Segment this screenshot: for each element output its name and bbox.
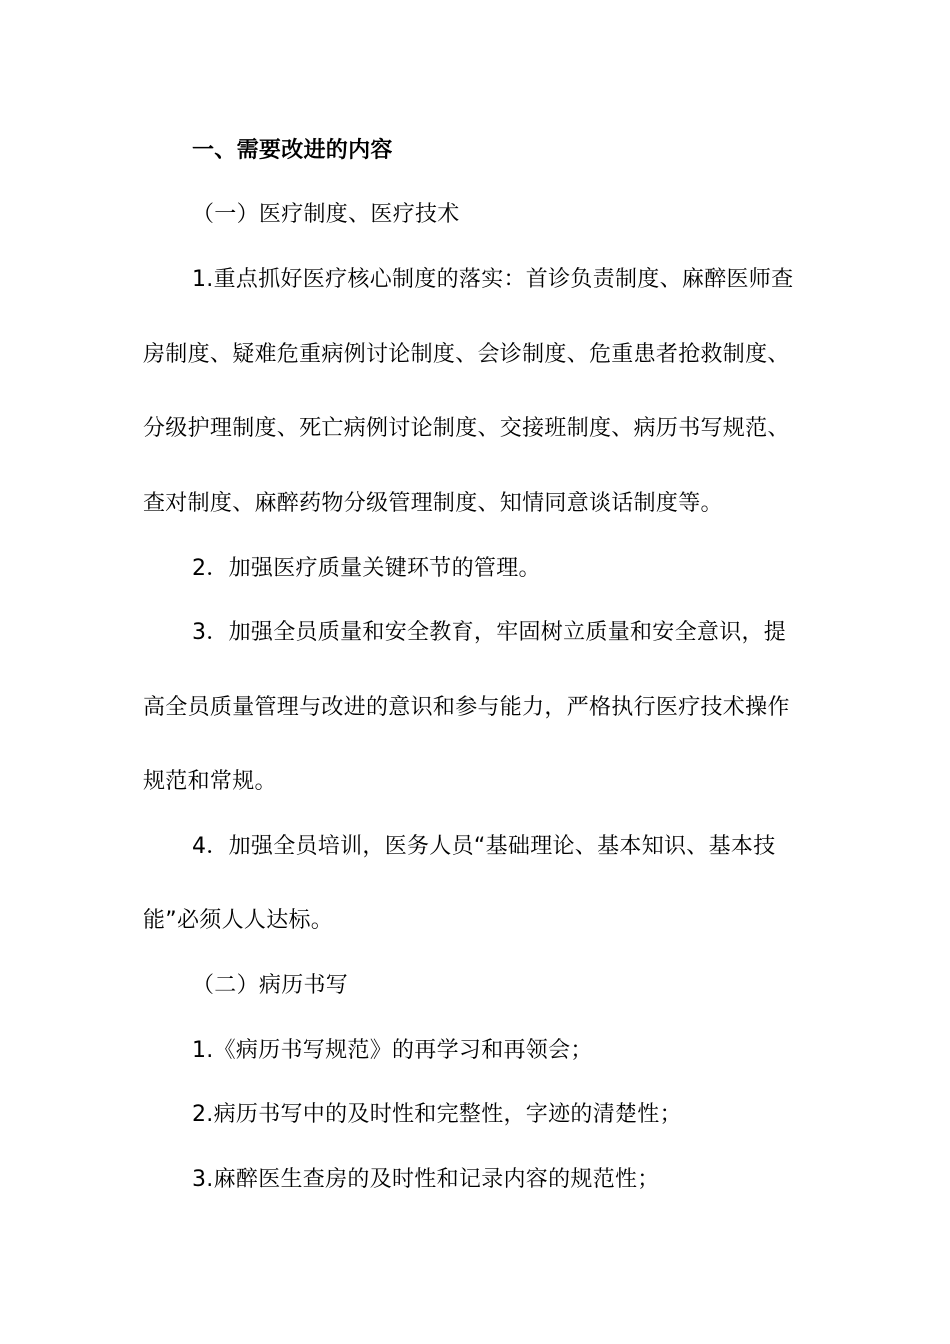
records-item2: 2.病历书写中的及时性和完整性，字迹的清楚性； [192, 1102, 682, 1127]
item1-line4: 查对制度、麻醉药物分级管理制度、知情同意谈话制度等。 [143, 491, 723, 516]
item1-line1: 1.重点抓好医疗核心制度的落实：首诊负责制度、麻醉医师查 [192, 267, 794, 292]
item4-line2: 能”必须人人达标。 [143, 908, 334, 933]
item4-line1: 4．加强全员培训，医务人员“基础理论、基本知识、基本技 [192, 834, 776, 859]
item1-line2: 房制度、疑难危重病例讨论制度、会诊制度、危重患者抢救制度、 [143, 342, 790, 367]
records-item1: 1.《病历书写规范》的再学习和再领会； [192, 1038, 593, 1063]
item3-line1: 3．加强全员质量和安全教育，牢固树立质量和安全意识，提 [192, 620, 787, 645]
item3-line2: 高全员质量管理与改进的意识和参与能力，严格执行医疗技术操作 [143, 695, 790, 720]
item1-line3: 分级护理制度、死亡病例讨论制度、交接班制度、病历书写规范、 [143, 416, 790, 441]
records-item3: 3.麻醉医生查房的及时性和记录内容的规范性； [192, 1167, 660, 1192]
item2: 2．加强医疗质量关键环节的管理。 [192, 556, 541, 581]
section-heading: 一、需要改进的内容 [192, 138, 393, 163]
subsection-title-medical-system: （一）医疗制度、医疗技术 [192, 202, 460, 227]
item3-line3: 规范和常规。 [143, 769, 277, 794]
subsection-title-medical-records: （二）病历书写 [192, 973, 349, 998]
